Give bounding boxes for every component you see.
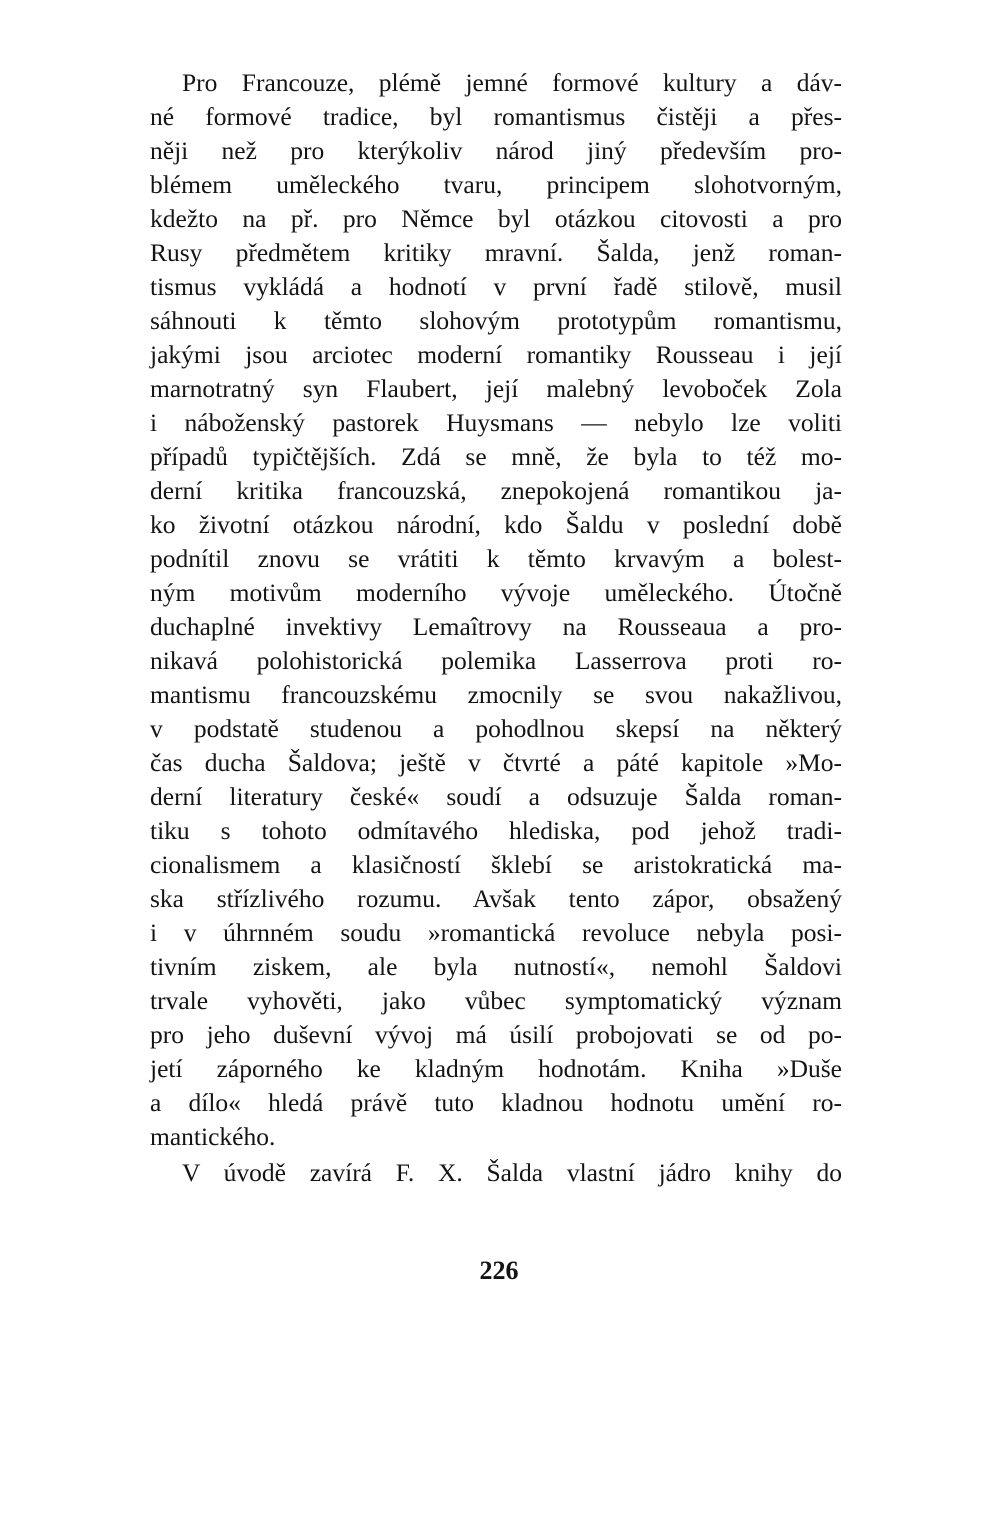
text-line: Rusy předmětem kritiky mravní. Šalda, jenž roman- [150, 238, 842, 267]
text-line: případů typičtějších. Zdá se mně, že byla to též mo- [150, 442, 842, 471]
text-line: i náboženský pastorek Huysmans — nebylo lze voliti [150, 408, 842, 437]
text-line: tiku s tohoto odmítavého hlediska, pod jehož tradi- [150, 816, 842, 845]
text-line: Pro Francouze, plémě jemné formové kultury a dáv- [182, 68, 842, 97]
text-line: čas ducha Šaldova; ještě v čtvrté a páté kapitole »Mo- [150, 748, 842, 777]
text-line: jetí záporného ke kladným hodnotám. Kniha »Duše [150, 1054, 842, 1083]
body-text [150, 66, 842, 1190]
text-line: mantismu francouzskému zmocnily se svou nakažlivou, [150, 680, 842, 709]
text-line: blémem uměleckého tvaru, principem slohotvorným, [150, 170, 842, 199]
text-line: sáhnouti k těmto slohovým prototypům romantismu, [150, 306, 842, 335]
paragraph [150, 1156, 842, 1190]
text-line: trvale vyhověti, jako vůbec symptomatický význam [150, 986, 842, 1015]
text-line: mantického. [150, 1122, 276, 1151]
text-line: v podstatě studenou a pohodlnou skepsí na některý [150, 714, 842, 743]
text-line: derní literatury české« soudí a odsuzuje Šalda roman- [150, 782, 842, 811]
text-line: duchaplné invektivy Lemaîtrovy na Rousseaua a pro- [150, 612, 842, 641]
text-line: né formové tradice, byl romantismus čistěji a přes- [150, 102, 842, 131]
text-line: ko životní otázkou národní, kdo Šaldu v poslední době [150, 510, 842, 539]
text-line: cionalismem a klasičností šklebí se aristokratická ma- [150, 850, 842, 879]
text-line: jakými jsou arciotec moderní romantiky Rousseau i její [150, 340, 842, 369]
text-line: ska střízlivého rozumu. Avšak tento zápor, obsažený [150, 884, 842, 913]
text-line: pro jeho duševní vývoj má úsilí probojovati se od po- [150, 1020, 842, 1049]
text-line: a dílo« hledá právě tuto kladnou hodnotu umění ro- [150, 1088, 842, 1117]
text-line: ným motivům moderního vývoje uměleckého. Útočně [150, 578, 842, 607]
text-line: V úvodě zavírá F. X. Šalda vlastní jádro knihy do [182, 1158, 842, 1187]
text-line: derní kritika francouzská, znepokojená romantikou ja- [150, 476, 842, 505]
text-line: i v úhrnném soudu »romantická revoluce nebyla posi- [150, 918, 842, 947]
text-line: podnítil znovu se vrátiti k těmto krvavým a bolest- [150, 544, 842, 573]
page-number: 226 [479, 1256, 519, 1285]
text-line: něji než pro kterýkoliv národ jiný především pro- [150, 136, 842, 165]
text-line: nikavá polohistorická polemika Lasserrova proti ro- [150, 646, 842, 675]
text-line: kdežto na př. pro Němce byl otázkou citovosti a pro [150, 204, 842, 233]
text-line: tivním ziskem, ale byla nutností«, nemohl Šaldovi [150, 952, 842, 981]
text-line: marnotratný syn Flaubert, její malebný levoboček Zola [150, 374, 842, 403]
text-line: tismus vykládá a hodnotí v první řadě stilově, musil [150, 272, 842, 301]
paragraph [150, 66, 842, 1154]
